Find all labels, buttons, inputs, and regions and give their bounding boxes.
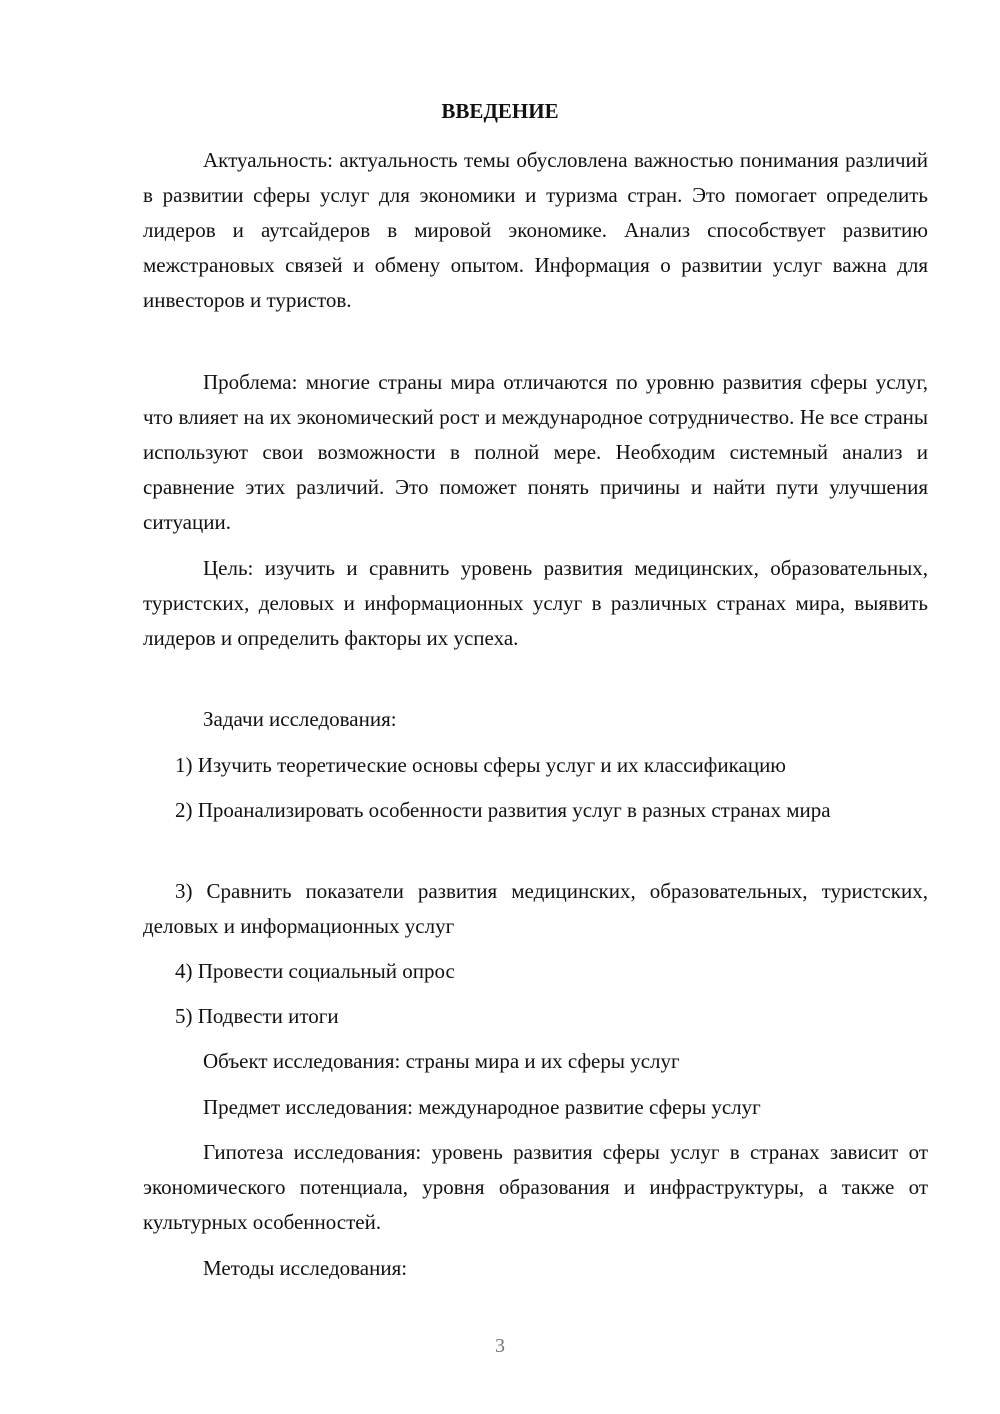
relevance-paragraph: Актуальность: актуальность темы обусловлена важностью понимания различий в развитии сферы услуг для экономики и туризма стран. Это помогает определить лидеров и аутсайдеров в мировой экономике. Анализ способствует развитию межстрановых связей и обмену опытом. Информация о развитии услуг важна для инвесторов и туристов.	[143, 148, 928, 312]
object-paragraph: Объект исследования: страны мира и их сферы услуг	[203, 1049, 680, 1073]
task-item-3: 3) Сравнить показатели развития медицинских, образовательных, туристских, деловых и информационных услуг	[143, 879, 928, 938]
task-item-2: 2) Проанализировать особенности развития услуг в разных странах мира	[175, 798, 831, 822]
task-item-1: 1) Изучить теоретические основы сферы услуг и их классификацию	[175, 753, 786, 777]
task-item-5: 5) Подвести итоги	[175, 1004, 339, 1028]
document-title: ВВЕДЕНИЕ	[441, 99, 559, 123]
hypothesis-paragraph: Гипотеза исследования: уровень развития сферы услуг в странах зависит от экономического потенциала, уровня образования и инфраструктуры, а также от культурных особенностей.	[143, 1140, 928, 1234]
page-number: 3	[495, 1335, 505, 1357]
tasks-heading: Задачи исследования:	[203, 707, 397, 731]
goal-paragraph: Цель: изучить и сравнить уровень развития медицинских, образовательных, туристских, деловых и информационных услуг в различных странах мира, выявить лидеров и определить факторы их успеха.	[143, 556, 928, 650]
problem-paragraph: Проблема: многие страны мира отличаются по уровню развития сферы услуг, что влияет на их экономический рост и международное сотрудничество. Не все страны используют свои возможности в полной мере. Необходим системный анализ и сравнение этих различий. Это поможет понять причины и найти пути улучшения ситуации.	[143, 370, 928, 534]
methods-heading: Методы исследования:	[203, 1256, 408, 1280]
subject-paragraph: Предмет исследования: международное развитие сферы услуг	[203, 1095, 761, 1119]
task-item-4: 4) Провести социальный опрос	[175, 959, 455, 983]
